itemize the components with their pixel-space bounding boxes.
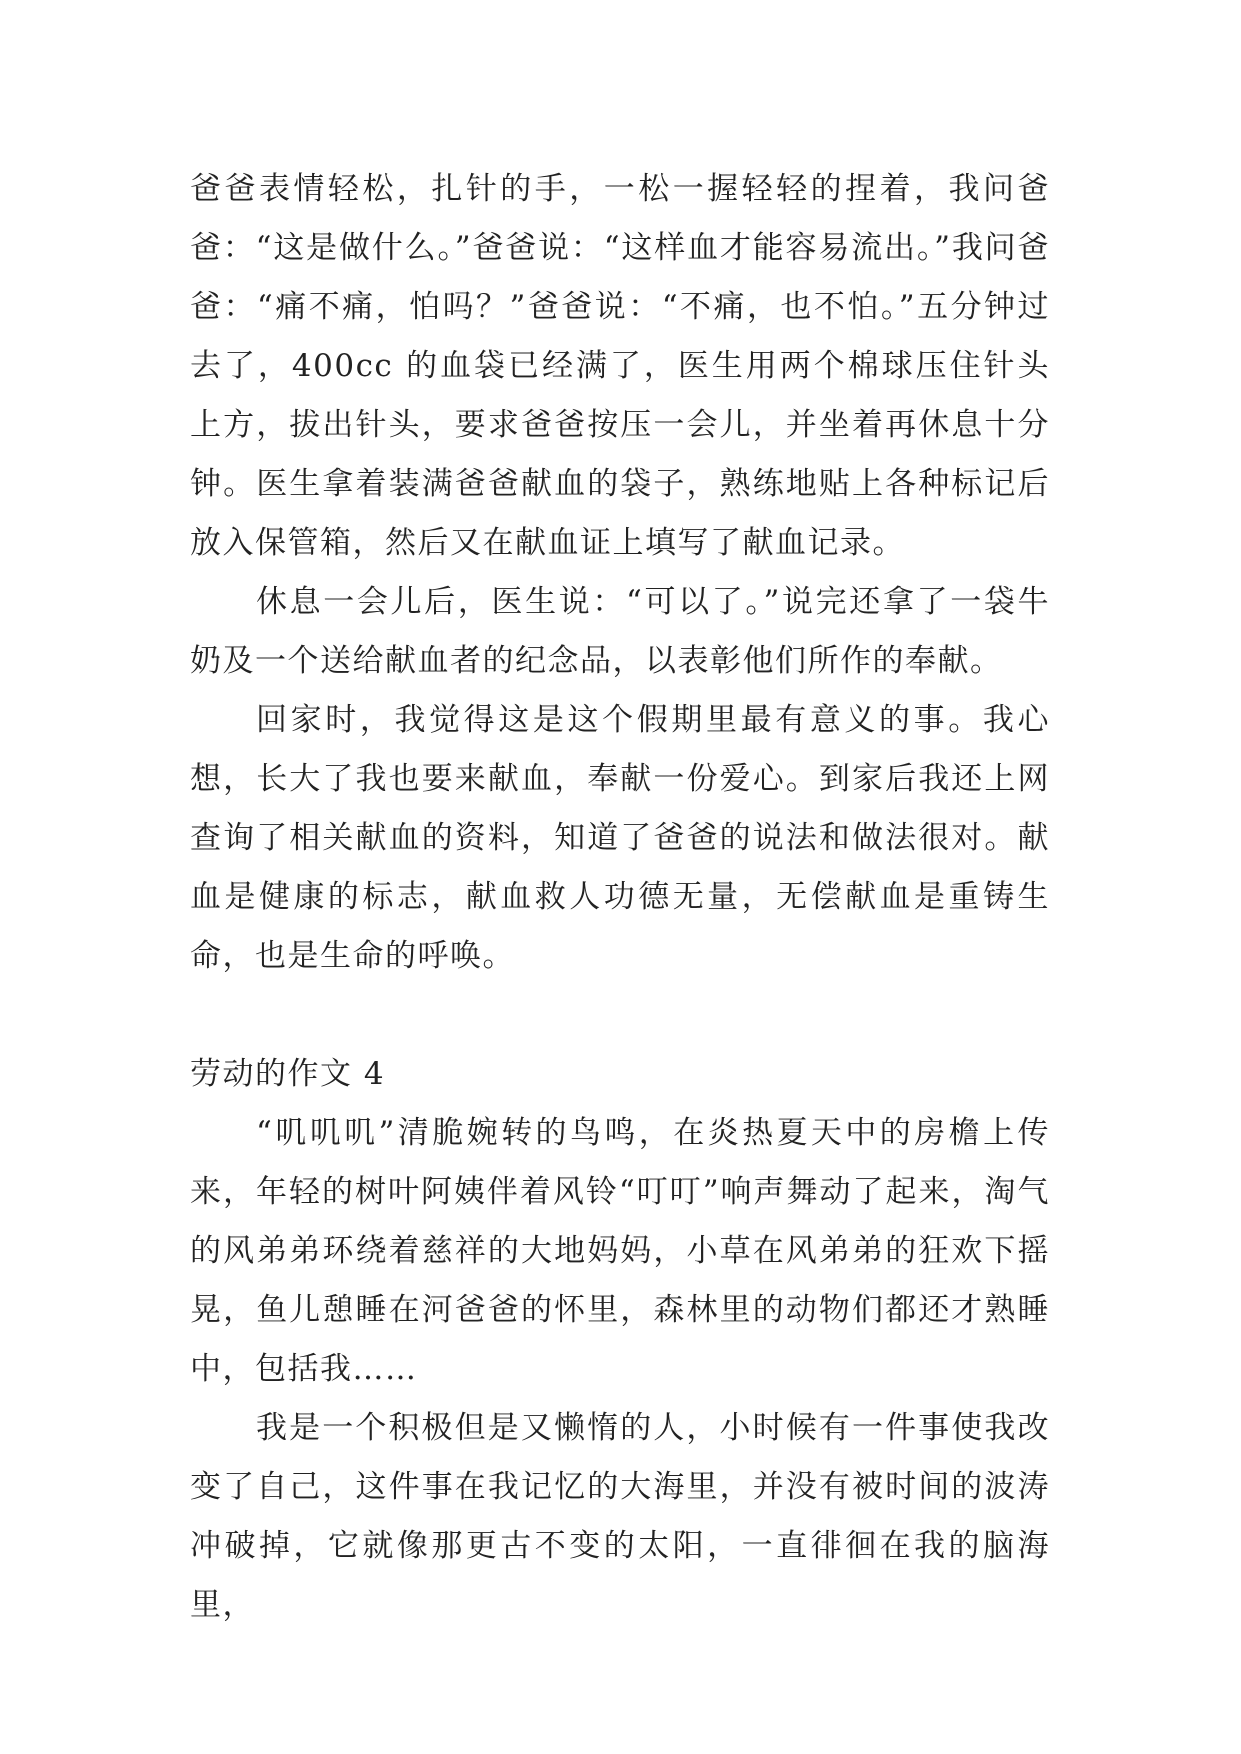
section-title: 劳动的作文 4 [190,1056,386,1092]
paragraph-rest: 休息一会儿后，医生说：“可以了。”说完还拿了一袋牛奶及一个送给献血者的纪念品，以表彰他们所作的奉献。 [190,584,1050,679]
paragraph-birdsong: “叽叽叽”清脆婉转的鸟鸣，在炎热夏天中的房檐上传来，年轻的树叶阿姨伴着风铃“叮叮”响声舞动了起来，淘气的风弟弟环绕着慈祥的大地妈妈，小草在风弟弟的狂欢下摇晃，鱼儿憩睡在河爸爸的怀里，森林里的动物们都还才熟睡中，包括我…… [190,1115,1050,1387]
document-page [190,160,1050,1635]
paragraph-blood-donation: 爸爸表情轻松，扎针的手，一松一握轻轻的捏着，我问爸爸：“这是做什么。”爸爸说：“这样血才能容易流出。”我问爸爸：“痛不痛，怕吗？”爸爸说：“不痛，也不怕。”五分钟过去了，400cc 的血袋已经满了，医生用两个棉球压住针头上方，拔出针头，要求爸爸按压一会儿，并坐着再休息十分钟。医生拿着装满爸爸献血的袋子，熟练地贴上各种标记后放入保管箱，然后又在献血证上填写了献血记录。 [190,171,1050,561]
paragraph-going-home: 回家时，我觉得这是这个假期里最有意义的事。我心想，长大了我也要来献血，奉献一份爱心。到家后我还上网查询了相关献血的资料，知道了爸爸的说法和做法很对。献血是健康的标志，献血救人功德无量，无偿献血是重铸生命，也是生命的呼唤。 [190,702,1050,974]
paragraph-memory: 我是一个积极但是又懒惰的人，小时候有一件事使我改变了自己，这件事在我记忆的大海里，并没有被时间的波涛冲破掉，它就像那更古不变的太阳，一直徘徊在我的脑海里， [190,1410,1050,1623]
